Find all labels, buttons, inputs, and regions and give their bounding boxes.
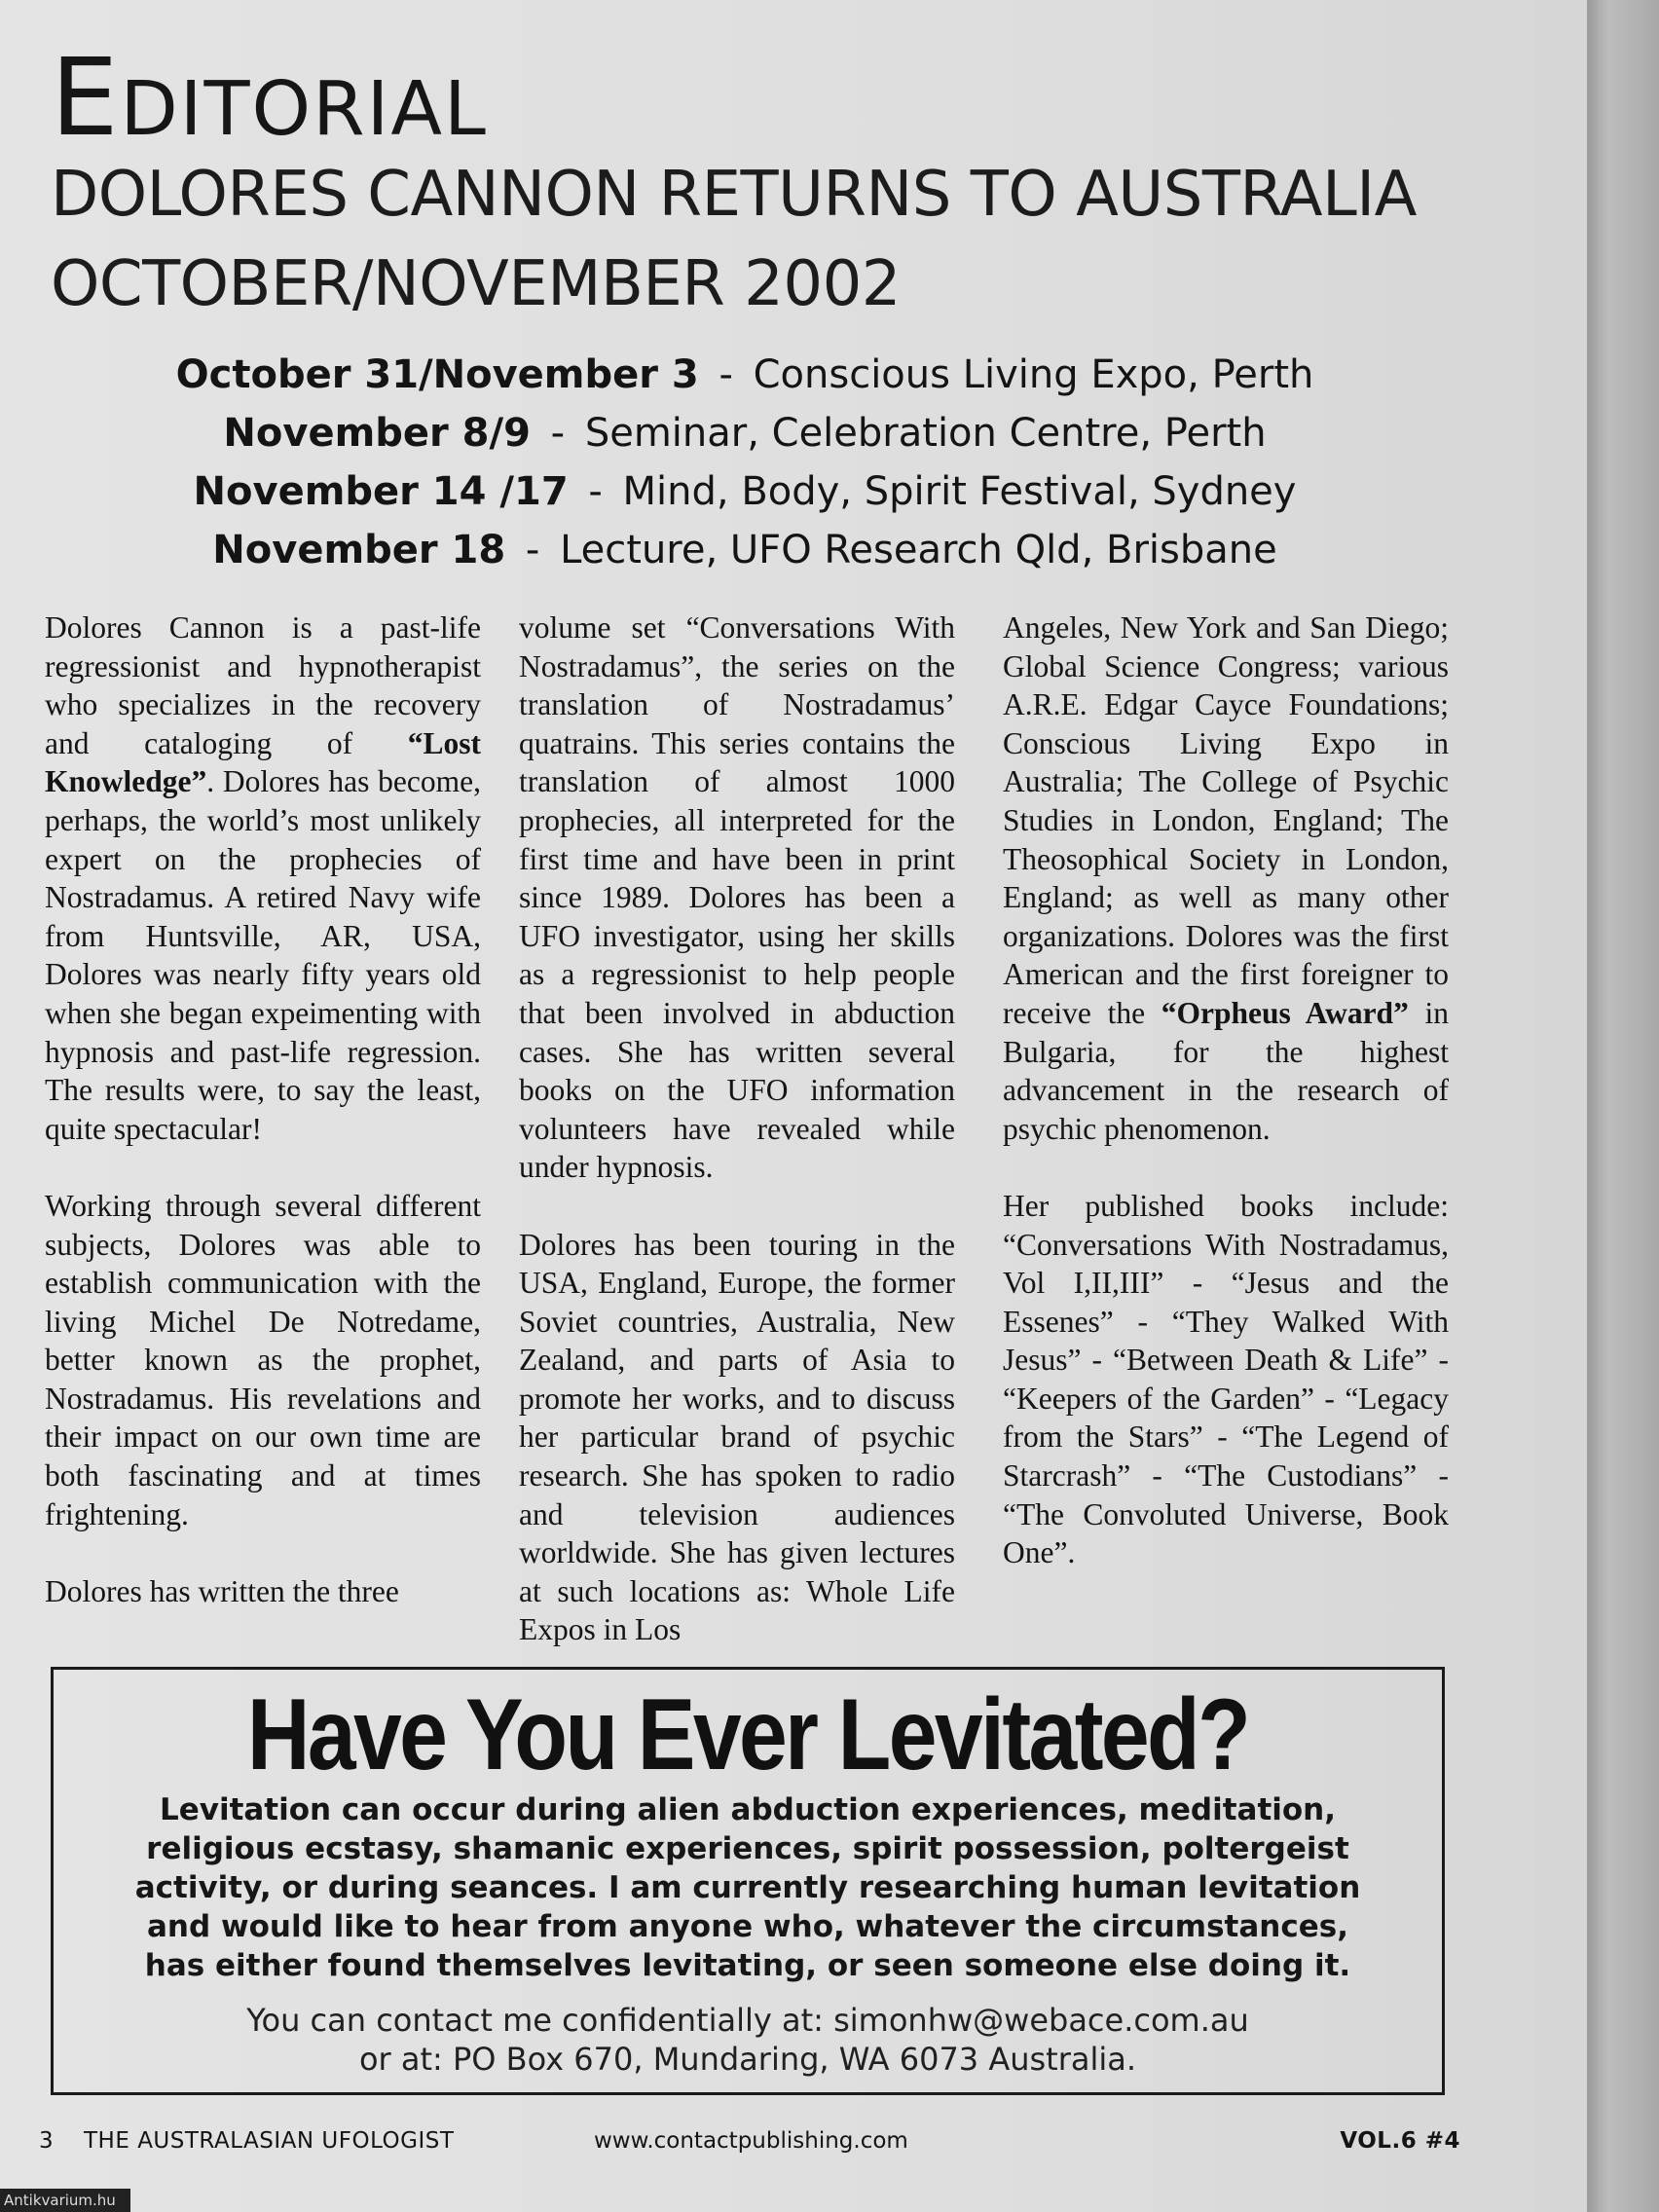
text-run: Dolores Cannon is a past-life regressionist and hypnotherapist who specializes in the recovery and cataloging of: [45, 610, 481, 760]
page-number: 3: [39, 2128, 54, 2154]
publication-name: THE AUSTRALASIAN UFOLOGIST: [84, 2128, 455, 2154]
schedule-date: October 31/November 3: [175, 352, 699, 397]
schedule-separator: -: [550, 411, 566, 456]
section-title: Editorial: [51, 35, 488, 160]
advert-contact-email: You can contact me confidentially at: simonhw@webace.com.au: [246, 2002, 1249, 2039]
article-column-1: [45, 608, 481, 1610]
article-paragraph: [45, 608, 481, 1148]
schedule-date: November 18: [212, 528, 506, 572]
schedule-separator: -: [525, 528, 540, 572]
article-paragraph: Working through several different subjects, Dolores was able to establish communication with the living Michel De Notredame, better known as the prophet, Nostradamus. His revelations and their impact on our own time are both fascinating and at times frightening.: [45, 1188, 481, 1531]
binding-edge: [1587, 0, 1659, 2212]
article-paragraph: [1003, 608, 1449, 1148]
text-run: Angeles, New York and San Diego; Global Science Congress; various A.R.E. Edgar Cayce Foundations; Conscious Living Expo in Australia; The College of Psychic Studies in London, England; The Theosophical Society in London, England; as well as many other organizations. Dolores was the first American and the first foreigner to receive the: [1003, 610, 1449, 1030]
advert-headline: Have You Ever Levitated?: [246, 1678, 1249, 1791]
advert-contact-address: or at: PO Box 670, Mundaring, WA 6073 Australia.: [358, 2041, 1137, 2078]
schedule-event: Conscious Living Expo, Perth: [753, 352, 1314, 397]
page-footer: [39, 2128, 1460, 2163]
tour-schedule: [0, 346, 1490, 579]
text-run: . Dolores has become, perhaps, the world’s most unlikely expert on the prophecies of Nostradamus. A retired Navy wife from Huntsville, AR, USA, Dolores was nearly fifty years old when she began expeimenting with hypnosis and past-life regression. The results were, to say the least, quite spectacular!: [45, 764, 481, 1146]
schedule-separator: -: [719, 352, 733, 397]
emphasis-lost-knowledge: “Lost Knowledge”: [45, 725, 481, 799]
schedule-row: [0, 462, 1490, 521]
article-paragraph: Dolores has been touring in the USA, England, Europe, the former Soviet countries, Australia, New Zealand, and parts of Asia to promote her works, and to discuss her particular brand of psychic research. She has spoken to radio and television audiences worldwide. She has given lectures at such locations as: Whole Life Expos in Los: [519, 1227, 955, 1647]
schedule-row: [0, 521, 1490, 579]
levitation-advert: [51, 1667, 1445, 2095]
headline-line-1: DOLORES CANNON RETURNS TO AUSTRALIA: [51, 159, 1417, 231]
schedule-date: November 8/9: [223, 411, 531, 456]
article-paragraph: Dolores has written the three: [45, 1573, 399, 1608]
schedule-row: [0, 346, 1490, 404]
schedule-separator: -: [588, 469, 603, 514]
advert-body: Levitation can occur during alien abduction experiences, meditation, religious ecstasy, shamanic experiences, spirit possession, poltergeist activity, or during seances. I am currently researching human levitation and would like to hear from anyone who, whatever the circumstances, has either found themselves levitating, or seen someone else doing it.: [134, 1792, 1361, 1983]
schedule-event: Seminar, Celebration Centre, Perth: [584, 411, 1267, 456]
schedule-row: [0, 404, 1490, 462]
schedule-date: November 14 /17: [193, 469, 569, 514]
article-column-2: [519, 608, 955, 1649]
watermark: Antikvarium.hu: [0, 2189, 130, 2212]
headline-line-2: OCTOBER/NOVEMBER 2002: [51, 248, 901, 320]
schedule-event: Mind, Body, Spirit Festival, Sydney: [622, 469, 1297, 514]
article-paragraph: Her published books include: “Conversations With Nostradamus, Vol I,II,III” - “Jesus and the Essenes” - “They Walked With Jesus” - “Between Death & Life” - “Keepers of the Garden” - “Legacy from the Stars” - “The Legend of Starcrash” - “The Custodians” - “The Convoluted Universe, Book One”.: [1003, 1188, 1449, 1570]
emphasis-orpheus-award: “Orpheus Award”: [1161, 995, 1409, 1030]
volume-issue: VOL.6 #4: [1340, 2128, 1460, 2154]
publisher-website: www.contactpublishing.com: [594, 2128, 908, 2154]
article-column-3: [1003, 608, 1449, 1572]
article-paragraph: volume set “Conversations With Nostradamus”, the series on the translation of Nostradamus’ quatrains. This series contains the translation of almost 1000 prophecies, all interpreted for the first time and have been in print since 1989. Dolores has been a UFO investigator, using her skills as a regressionist to help people that been involved in abduction cases. She has written several books on the UFO information volunteers have revealed while under hypnosis.: [519, 610, 955, 1185]
text-run: in Bulgaria, for the highest advancement in the research of psychic phenomenon.: [1003, 995, 1449, 1146]
schedule-event: Lecture, UFO Research Qld, Brisbane: [560, 528, 1277, 572]
